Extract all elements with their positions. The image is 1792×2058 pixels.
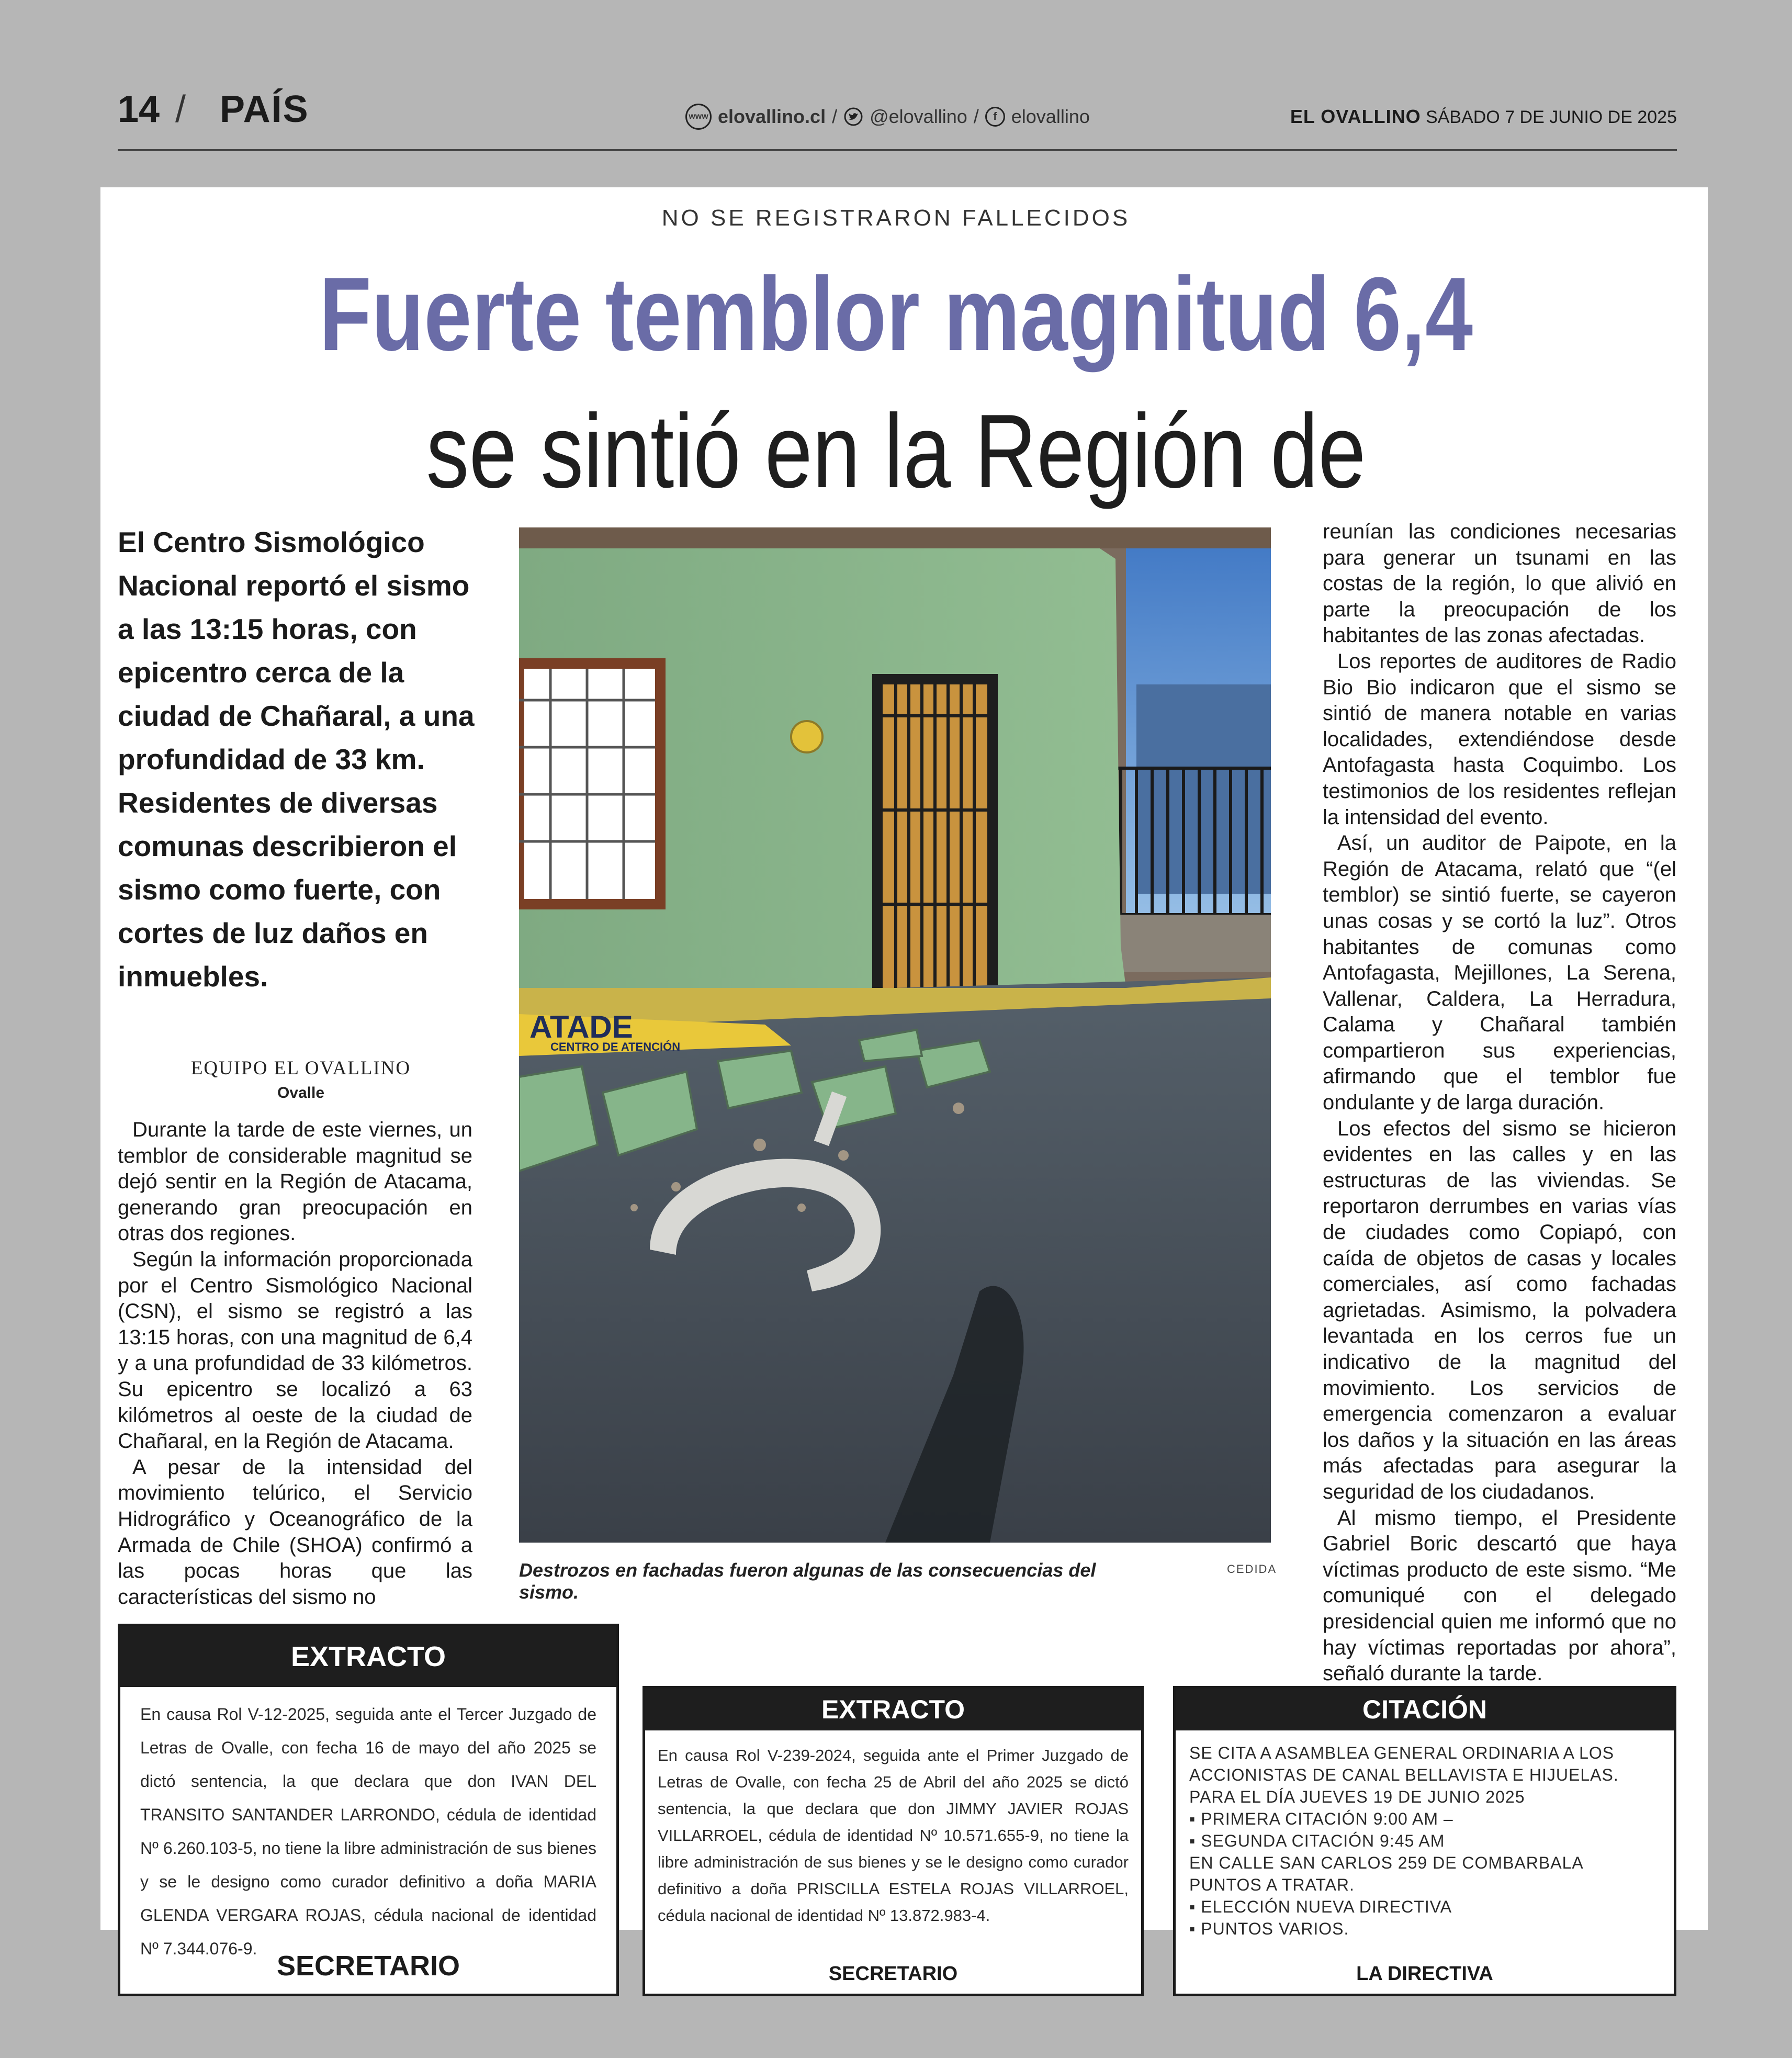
- notice-box-citacion: [1173, 1686, 1676, 1996]
- byline-city: Ovalle: [277, 1084, 325, 1101]
- paragraph: Así, un auditor de Paipote, en la Región de Atacama, relató que “(el temblor) se sintió fuerte, se cayeron unas cosas y se cortó la luz”. Otros habitantes de comunas como Antofagasta, Mejillones, La Serena, Vallenar, Caldera, La Herradura, Calama y Chañaral también compartieron sus experiencias, afirmando que el temblor fue ondulante y de larga duración.: [1323, 831, 1676, 1115]
- paragraph: A pesar de la intensidad del movimiento telúrico, el Servicio Hidrográfico y Oceanográfico de la Armada de Chile (SHOA) confirmó a las pocas horas que las características del sismo no: [118, 1455, 472, 1609]
- paragraph: Los reportes de auditores de Radio Bio Bio indicaron que el sismo se sintió de manera notable en varias localidades, extendiéndose desde Antofagasta hasta Coquimbo. Los testimonios de los residentes reflejan la intensidad del evento.: [1323, 649, 1676, 829]
- headline-rest: se sintió en la Región de: [426, 393, 1366, 510]
- social-separator: /: [973, 106, 979, 127]
- issue-date: SÁBADO 7 DE JUNIO DE 2025: [1426, 107, 1677, 127]
- paragraph: reunían las condiciones necesarias para generar un tsunami en las costas de la región, lo que alivió en parte la preocupación de los habitantes de las zonas afectadas.: [1323, 520, 1676, 647]
- article-column-1: [118, 1117, 472, 1610]
- social-separator: /: [832, 106, 838, 127]
- notice-line: ▪ PRIMERA CITACIÓN 9:00 AM –: [1189, 1809, 1453, 1828]
- article-lead: El Centro Sismológico Nacional reportó el sismo a las 13:15 horas, con epicentro cerca de la ciudad de Chañaral, a una profundidad de 33 km. Residentes de diversas comunas describieron el sismo como fuerte, con cortes de luz daños en inmuebles.: [118, 526, 475, 993]
- byline: EQUIPO EL OVALLINO: [190, 1058, 411, 1079]
- notice-line: ▪ PUNTOS VARIOS.: [1189, 1919, 1349, 1938]
- notice-line: PUNTOS A TRATAR.: [1189, 1875, 1355, 1894]
- facebook-icon: f: [985, 107, 1005, 127]
- paragraph: Los efectos del sismo se hicieron evidentes en las calles y en las estructuras de las viviendas. Se reportaron derrumbes en varias vías de ciudades como Copiapó, con caída de objetos de casas y locales comerciales, así como fachadas agrietadas. Asimismo, la polvadera levantada en los cerros fue un indicativo de la magnitud del movimiento. Los servicios de emergencia comenzaron a evaluar los daños y la situación en las áreas más afectadas para asegurar la seguridad de los ciudadanos.: [1323, 1117, 1676, 1503]
- photo-sign-text: ATADE: [529, 1009, 633, 1044]
- headline-highlight: Fuerte temblor magnitud 6,4: [319, 256, 1473, 373]
- photo-caption: Destrozos en fachadas fueron algunas de las consecuencias del sismo.: [519, 1559, 1096, 1603]
- damaged-facade-illustration: [519, 527, 1271, 1543]
- header-separator: /: [175, 88, 186, 130]
- notice-footer: SECRETARIO: [828, 1963, 958, 1985]
- notice-line: ▪ ELECCIÓN NUEVA DIRECTIVA: [1189, 1897, 1452, 1916]
- paragraph: Según la información proporcionada por el Centro Sismológico Nacional (CSN), el sismo se registró a las 13:15 horas, con una magnitud de 6,4 y a una profundidad de 33 kilómetros. Su epicentro se localizó a 63 kilómetros al oeste de la ciudad de Chañaral, en la Región de Atacama.: [118, 1247, 472, 1453]
- paragraph: Al mismo tiempo, el Presidente Gabriel Boric descartó que haya víctimas producto de este sismo. “Me comuniqué con el delegado presidencial quien me informó que no hay víctimas reportadas por ahora”, señaló durante la tarde.: [1323, 1506, 1676, 1685]
- notice-box-extracto-2: [643, 1686, 1144, 1996]
- notice-body: En causa Rol V-239-2024, seguida ante el Primer Juzgado de Letras de Ovalle, con fecha 25 de Abril del año 2025 se dictó sentencia, la que declara que don JIMMY JAVIER ROJAS VILLARROEL, cédula de identidad Nº 10.571.655-9, no tiene la libre administración de sus bienes y se le designo como curador definitivo a doña PRISCILLA ESTELA ROJAS VILLARROEL, cédula nacional de identidad Nº 13.872.983-4.: [658, 1746, 1129, 1925]
- notice-line: ▪ SEGUNDA CITACIÓN 9:45 AM: [1189, 1831, 1445, 1850]
- notice-title: EXTRACTO: [120, 1626, 616, 1687]
- notice-body: En causa Rol V-12-2025, seguida ante el Tercer Juzgado de Letras de Ovalle, con fecha 16 de mayo del año 2025 se dictó sentencia, la que declara que don IVAN DEL TRANSITO SANTANDER LARRONDO, cédula de identidad Nº 6.260.103-5, no tiene la libre administración de sus bienes y se le designo como curador definitivo a doña MARIA GLENDA VERGARA ROJAS, cédula nacional de identidad Nº 7.344.076-9.: [140, 1705, 596, 1958]
- www-icon: www: [685, 104, 712, 130]
- masthead-date: [1290, 106, 1677, 128]
- section-name: PAÍS: [220, 88, 309, 130]
- article-photo: [519, 527, 1271, 1543]
- notice-footer: SECRETARIO: [276, 1950, 460, 1982]
- article-kicker: NO SE REGISTRARON FALLECIDOS: [661, 205, 1131, 231]
- notice-body: [1176, 1730, 1674, 1951]
- notice-box-extracto-1: [118, 1624, 619, 1996]
- twitter-handle[interactable]: @elovallino: [870, 106, 967, 127]
- paragraph: Durante la tarde de este viernes, un temblor de considerable magnitud se dejó sentir en la Región de Atacama, generando gran preocupación en otras dos regiones.: [118, 1118, 472, 1245]
- notice-line: EN CALLE SAN CARLOS 259 DE COMBARBALA: [1189, 1853, 1584, 1872]
- notice-line: SE CITA A ASAMBLEA GENERAL ORDINARIA A LOS ACCIONISTAS DE CANAL BELLAVISTA E HIJUELAS. PARA EL DÍA JUEVES 19 DE JUNIO 2025: [1189, 1744, 1619, 1806]
- header-divider: [118, 149, 1677, 151]
- article-column-3: [1323, 519, 1676, 1687]
- notice-title: CITACIÓN: [1176, 1689, 1674, 1730]
- newspaper-name: EL OVALLINO: [1290, 106, 1421, 127]
- twitter-icon: [843, 107, 863, 127]
- page-number: 14: [118, 88, 160, 130]
- website-link[interactable]: elovallino.cl: [718, 106, 826, 127]
- facebook-handle[interactable]: elovallino: [1011, 106, 1090, 127]
- social-links: [685, 104, 1090, 130]
- notice-footer: LA DIRECTIVA: [1356, 1963, 1493, 1985]
- notice-title: EXTRACTO: [645, 1689, 1141, 1730]
- photo-sign-subtext: CENTRO DE ATENCIÓN: [550, 1040, 681, 1053]
- photo-credit: CEDIDA: [1227, 1562, 1277, 1576]
